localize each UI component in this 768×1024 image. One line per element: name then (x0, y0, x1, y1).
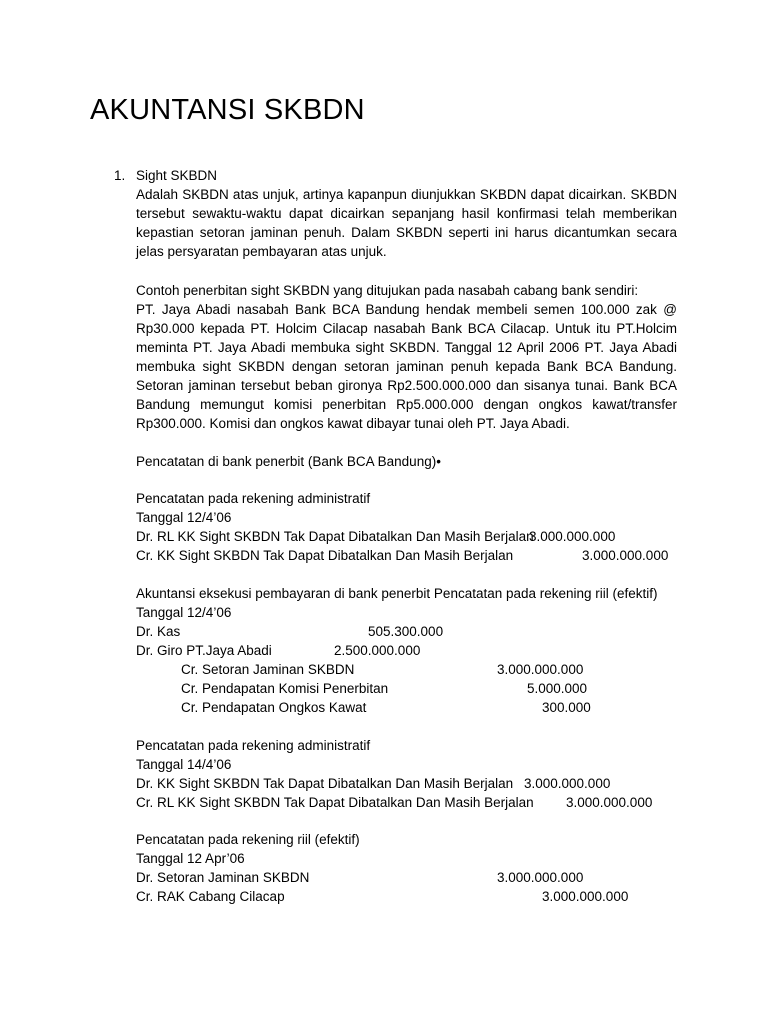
block3-cr-amount: 3.000.000.000 (566, 795, 653, 810)
journal-entry-account: Dr. Giro PT.Jaya Abadi (136, 643, 272, 658)
block1-date: Tanggal 12/4’06 (136, 510, 232, 525)
journal-entry-amount: 300.000 (542, 700, 591, 715)
block2-heading: Akuntansi eksekusi pembayaran di bank penerbit Pencatatan pada rekening riil (efektif) (136, 586, 658, 601)
block4-date: Tanggal 12 Apr’06 (136, 851, 245, 866)
definition-paragraph: Adalah SKBDN atas unjuk, artinya kapanpun diunjukkan SKBDN dapat dicairkan. SKBDN tersebut sewaktu-waktu dapat dicairkan sepanjang hasil konfirmasi telah memberikan kepastian setoran jaminan penuh. Dalam SKBDN seperti ini harus dicantumkan secara jelas persyaratan pembayaran atas unjuk. (136, 187, 677, 259)
block4-cr-account: Cr. RAK Cabang Cilacap (136, 889, 285, 904)
journal-entry-amount: 2.500.000.000 (334, 643, 421, 658)
journal-entry-account: Cr. Pendapatan Komisi Penerbitan (181, 681, 389, 696)
page-title: AKUNTANSI SKBDN (90, 94, 365, 126)
block1-cr-amount: 3.000.000.000 (582, 548, 669, 563)
journal-entry-account: Cr. Setoran Jaminan SKBDN (181, 662, 355, 677)
block4-dr-amount: 3.000.000.000 (497, 870, 584, 885)
block3-dr-account: Dr. KK Sight SKBDN Tak Dapat Dibatalkan Dan Masih Berjalan (136, 776, 514, 791)
block4-heading: Pencatatan pada rekening riil (efektif) (136, 832, 360, 847)
journal-entry-amount: 3.000.000.000 (497, 662, 584, 677)
journal-entry-account: Dr. Kas (136, 624, 181, 639)
block1-cr-account: Cr. KK Sight SKBDN Tak Dapat Dibatalkan Dan Masih Berjalan (136, 548, 514, 563)
issuer-heading: Pencatatan di bank penerbit (Bank BCA Bandung)• (136, 454, 441, 469)
example-heading: Contoh penerbitan sight SKBDN yang ditujukan pada nasabah cabang bank sendiri: (136, 283, 639, 298)
block3-dr-amount: 3.000.000.000 (524, 776, 611, 791)
block4-dr-account: Dr. Setoran Jaminan SKBDN (136, 870, 310, 885)
block1-heading: Pencatatan pada rekening administratif (136, 491, 371, 506)
section-heading: Sight SKBDN (136, 168, 218, 183)
block3-cr-account: Cr. RL KK Sight SKBDN Tak Dapat Dibatalkan Dan Masih Berjalan (136, 795, 534, 810)
block4-cr-amount: 3.000.000.000 (542, 889, 629, 904)
block3-heading: Pencatatan pada rekening administratif (136, 738, 371, 753)
block2-date: Tanggal 12/4’06 (136, 605, 232, 620)
journal-entry-account: Cr. Pendapatan Ongkos Kawat (181, 700, 367, 715)
example-paragraph: PT. Jaya Abadi nasabah Bank BCA Bandung hendak membeli semen 100.000 zak @ Rp30.000 kepada PT. Holcim Cilacap nasabah Bank BCA Cilacap. Untuk itu PT.Holcim meminta PT. Jaya Abadi membuka sight SKBDN. Tanggal 12 April 2006 PT. Jaya Abadi membuka sight SKBDN dengan setoran jaminan penuh kepada Bank BCA Bandung. Setoran jaminan tersebut beban gironya Rp2.500.000.000 dan sisanya tunai. Bank BCA Bandung memungut komisi penerbitan Rp5.000.000 dengan ongkos kawat/transfer Rp300.000. Komisi dan ongkos kawat dibayar tunai oleh PT. Jaya Abadi. (136, 302, 677, 431)
journal-entry-amount: 505.300.000 (368, 624, 444, 639)
block1-dr-account: Dr. RL KK Sight SKBDN Tak Dapat Dibatalkan Dan Masih Berjalan (136, 529, 534, 544)
list-number: 1. (114, 168, 126, 183)
journal-entry-amount: 5.000.000 (527, 681, 588, 696)
block3-date: Tanggal 14/4’06 (136, 757, 232, 772)
block1-dr-amount: 3.000.000.000 (529, 529, 616, 544)
